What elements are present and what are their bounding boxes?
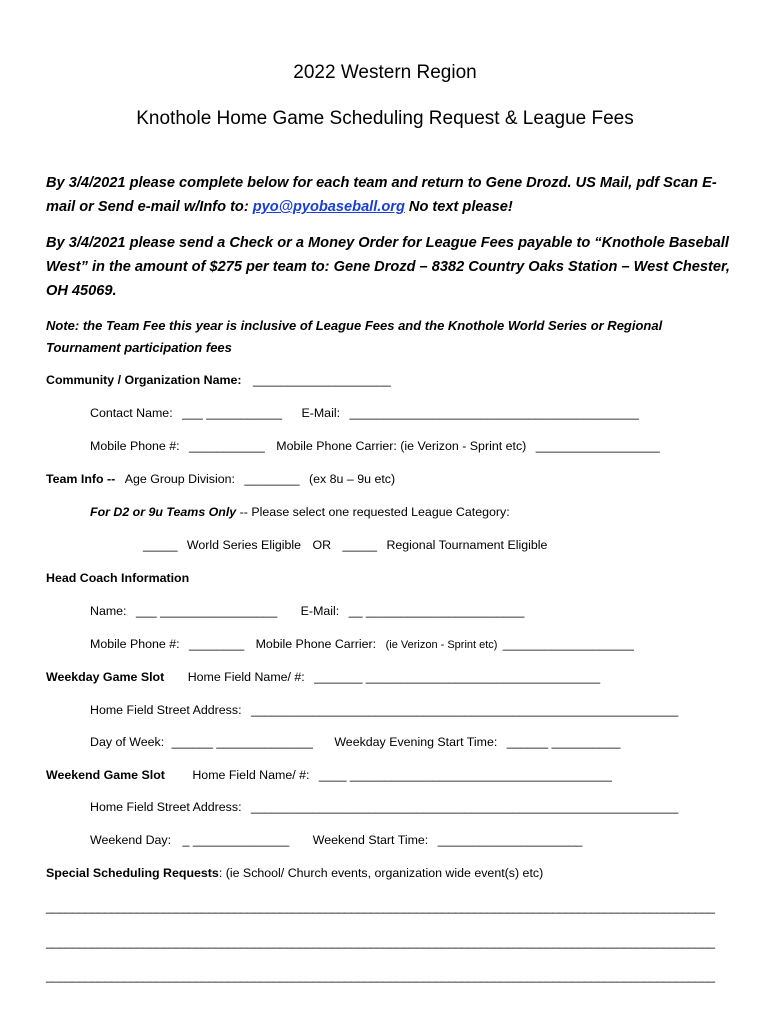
special-label: Special Scheduling Requests xyxy=(46,866,219,880)
or-text: OR xyxy=(312,538,332,552)
team-info-label: Team Info -- xyxy=(46,472,116,486)
coach-carrier-blank[interactable]: ___________________ xyxy=(502,637,634,651)
weekday-address-row xyxy=(90,703,678,717)
world-series-label: World Series Eligible xyxy=(186,538,302,552)
contact-name-blank[interactable]: ___ ___________ xyxy=(182,406,283,420)
coach-email-label: E-Mail: xyxy=(300,604,340,618)
instructions-text: By 3/4/2021 please complete below for each team and return to Gene Drozd. US Mail, pdf Scan E- xyxy=(46,175,717,191)
community-label: Community / Organization Name: xyxy=(46,373,242,387)
coach-phone-row xyxy=(90,637,634,651)
special-row xyxy=(46,866,543,880)
weekend-day-blank[interactable]: _ ______________ xyxy=(182,833,290,847)
special-line-1[interactable]: _______________________________________________________________________________________________________ xyxy=(46,900,715,914)
contact-row xyxy=(90,406,639,420)
contact-carrier-label: Mobile Phone Carrier: (ie Verizon - Sprint etc) xyxy=(276,439,527,453)
weekday-label: Weekday Game Slot xyxy=(46,670,165,684)
weekend-field-blank[interactable]: ____ ______________________________________ xyxy=(318,768,612,782)
age-group-hint: (ex 8u – 9u etc) xyxy=(309,472,396,486)
weekend-day-label: Weekend Day: xyxy=(90,833,172,847)
special-line-2[interactable]: _______________________________________________________________________________________________________ xyxy=(46,935,715,949)
weekday-address-blank[interactable]: ______________________________________________________________ xyxy=(250,703,679,717)
head-coach-label: Head Coach Information xyxy=(46,571,190,585)
weekend-address-blank[interactable]: ______________________________________________________________ xyxy=(250,800,679,814)
d2-label: For D2 or 9u Teams Only xyxy=(90,505,237,519)
instructions-text-2: mail or Send e-mail w/Info to: xyxy=(46,199,253,215)
weekday-time-row xyxy=(90,735,620,749)
special-line-3[interactable]: _______________________________________________________________________________________________________ xyxy=(46,969,715,983)
weekday-day-blank[interactable]: ______ ______________ xyxy=(171,735,313,749)
team-info-row xyxy=(46,472,395,486)
coach-name-blank[interactable]: ___ _________________ xyxy=(135,604,278,618)
email-link[interactable]: pyo@pyobaseball.org xyxy=(252,199,405,215)
weekday-day-label: Day of Week: xyxy=(90,735,165,749)
weekday-field-blank[interactable]: _______ __________________________________ xyxy=(314,670,601,684)
coach-name-label: Name: xyxy=(90,604,127,618)
weekend-label: Weekend Game Slot xyxy=(46,768,165,782)
age-group-blank[interactable]: ________ xyxy=(244,472,300,486)
weekend-field-label: Home Field Name/ #: xyxy=(192,768,310,782)
page-subtitle: Knothole Home Game Scheduling Request & League Fees xyxy=(136,108,634,129)
payment-paragraph: By 3/4/2021 please send a Check or a Money Order for League Fees payable to “Knothole Baseball West” in the amount of $275 per team to: Gene Drozd – 8382 Country Oaks Station – West Chester, OH 45069. xyxy=(46,235,730,299)
regional-blank[interactable]: _____ xyxy=(342,538,377,552)
page-title: 2022 Western Region xyxy=(293,62,477,83)
coach-mobile-label: Mobile Phone #: xyxy=(90,637,180,651)
community-row xyxy=(46,373,391,387)
special-hint: : (ie School/ Church events, organization wide event(s) etc) xyxy=(218,866,544,880)
weekday-row xyxy=(46,670,600,684)
coach-name-row xyxy=(90,604,524,618)
age-group-label: Age Group Division: xyxy=(124,472,235,486)
d2-text: -- Please select one requested League Category: xyxy=(236,505,510,519)
coach-email-blank[interactable]: __ _______________________ xyxy=(348,604,525,618)
contact-phone-row xyxy=(90,439,660,453)
weekend-row xyxy=(46,768,612,782)
community-blank[interactable]: ____________________ xyxy=(252,373,391,387)
contact-name-label: Contact Name: xyxy=(90,406,173,420)
contact-carrier-blank[interactable]: __________________ xyxy=(535,439,660,453)
coach-carrier-hint: (ie Verizon - Sprint etc) xyxy=(385,639,498,651)
world-series-blank[interactable]: _____ xyxy=(143,538,178,552)
fee-note: Note: the Team Fee this year is inclusive of League Fees and the Knothole World Series or Regional Tournament participation fees xyxy=(46,318,663,355)
contact-mobile-label: Mobile Phone #: xyxy=(90,439,180,453)
contact-email-blank[interactable]: __________________________________________ xyxy=(349,406,639,420)
weekend-start-label: Weekend Start Time: xyxy=(312,833,429,847)
weekend-address-row xyxy=(90,800,678,814)
coach-mobile-blank[interactable]: ________ xyxy=(189,637,245,651)
weekday-start-blank[interactable]: ______ __________ xyxy=(506,735,621,749)
contact-email-label: E-Mail: xyxy=(301,406,341,420)
no-text-note: No text please! xyxy=(404,199,513,215)
weekday-start-label: Weekday Evening Start Time: xyxy=(334,735,498,749)
coach-carrier-label: Mobile Phone Carrier: xyxy=(255,637,377,651)
weekday-field-label: Home Field Name/ #: xyxy=(187,670,305,684)
regional-label: Regional Tournament Eligible xyxy=(386,538,548,552)
instructions-paragraph xyxy=(46,171,736,219)
weekday-address-label: Home Field Street Address: xyxy=(90,703,242,717)
d2-row xyxy=(90,505,510,519)
category-row xyxy=(143,538,547,552)
contact-mobile-blank[interactable]: ___________ xyxy=(189,439,265,453)
weekend-start-blank[interactable]: _____________________ xyxy=(437,833,583,847)
weekend-time-row xyxy=(90,833,582,847)
weekend-address-label: Home Field Street Address: xyxy=(90,800,242,814)
